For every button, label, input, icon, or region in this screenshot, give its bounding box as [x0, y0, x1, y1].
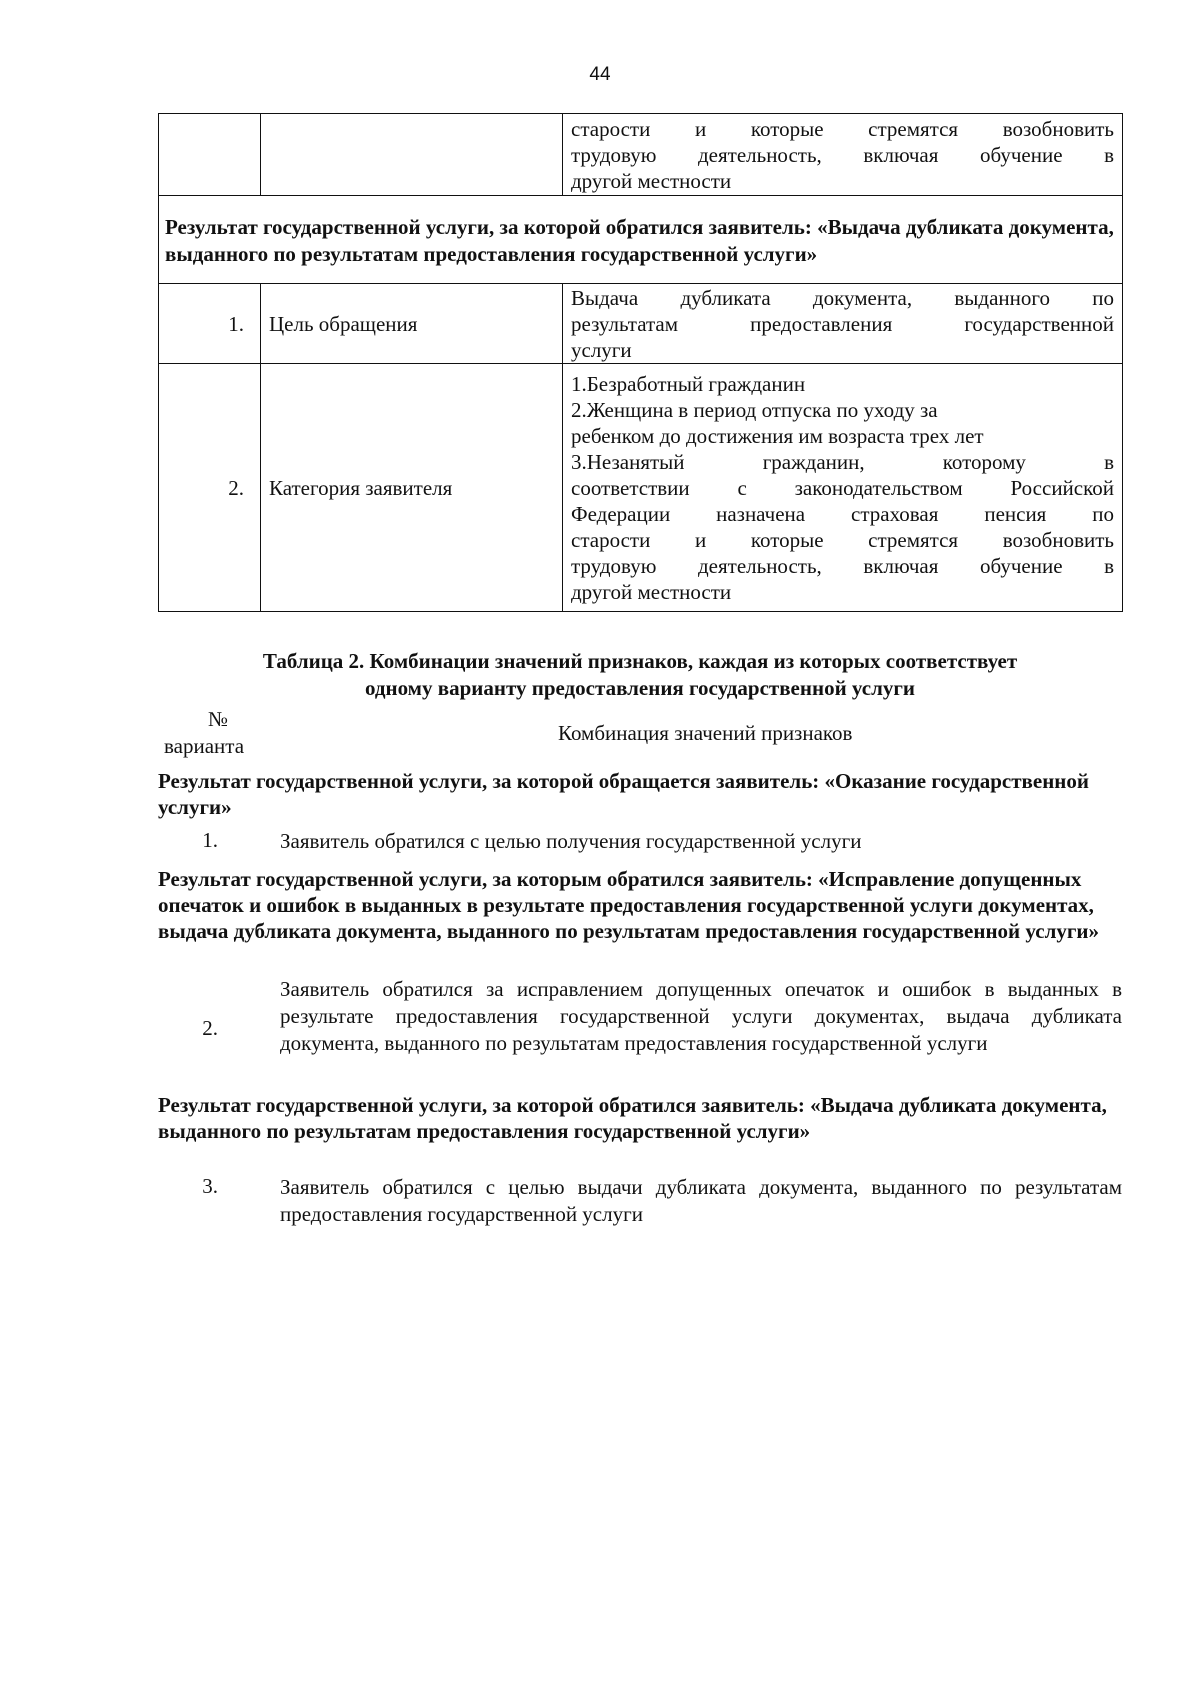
variant-number-header	[164, 706, 264, 760]
variant-number: 3.	[202, 1174, 218, 1198]
category-item: ребенком до достижения им возраста трех лет	[571, 423, 984, 448]
category-item: 1.Безработный гражданин	[571, 371, 806, 396]
table-row	[159, 284, 1123, 364]
category-continuation	[563, 114, 1123, 196]
variant-number: 1.	[202, 828, 218, 852]
variant-row	[158, 828, 1122, 856]
section-title: Результат государственной услуги, за которой обратился заявитель: «Выдача дубликата документа, выданного по результатам предоставления государственной услуги»	[158, 1093, 1107, 1143]
text-line: результатам предоставления государственной	[571, 311, 1114, 336]
variant-label: варианта	[164, 734, 245, 758]
table-row-continuation	[159, 114, 1123, 196]
text-line: трудовую деятельность, включая обучение в	[571, 553, 1114, 578]
row-number: 1.	[159, 284, 261, 364]
row-value	[563, 364, 1123, 612]
variant-number: 2.	[202, 1016, 218, 1040]
variant-text: Заявитель обратился за исправлением допущенных опечаток и ошибок в выданных в результате предоставления государственной услуги документах, выдача дубликата документа, выданного по результатам предоставления государственной услуги	[280, 977, 1122, 1055]
table-row-result-header	[159, 196, 1123, 284]
table-row	[159, 364, 1123, 612]
category-item: 2.Женщина в период отпуска по уходу за	[571, 397, 938, 422]
variant-row	[158, 1174, 1122, 1230]
table2-header	[158, 706, 1122, 760]
text-line: трудовую деятельность, включая обучение в	[571, 142, 1114, 167]
page-number: 44	[589, 64, 611, 85]
table2-title-line: Таблица 2. Комбинации значений признаков, каждая из которых соответствует	[262, 649, 1018, 673]
text-line: другой местности	[571, 579, 732, 604]
number-symbol: №	[208, 707, 229, 731]
table2-title-line: одному варианту предоставления государственной услуги	[364, 676, 916, 700]
row-number: 2.	[159, 364, 261, 612]
variant-text: Заявитель обратился с целью получения государственной услуги	[280, 829, 862, 853]
section-title: Результат государственной услуги, за которым обратился заявитель: «Исправление допущенных опечаток и ошибок в выданных в результате предоставления государственной услуги документах, выдача дубликата документа, выданного по результатам предоставления государственной услуги»	[158, 867, 1100, 943]
result-header: Результат государственной услуги, за которой обратился заявитель: «Выдача дубликата документа, выданного по результатам предоставления государственной услуги»	[159, 196, 1123, 284]
variant-text: Заявитель обратился с целью выдачи дубликата документа, выданного по результатам предоставления государственной услуги	[280, 1175, 1122, 1226]
text-line: соответствии с законодательством Российской	[571, 475, 1114, 500]
table-cell-empty	[261, 114, 563, 196]
row-label: Цель обращения	[261, 284, 563, 364]
text-line: услуги	[571, 337, 632, 362]
table2-title	[158, 648, 1122, 702]
text-line: старости и которые стремятся возобновить	[571, 116, 1114, 141]
text-line: старости и которые стремятся возобновить	[571, 527, 1114, 552]
row-label: Категория заявителя	[261, 364, 563, 612]
text-line: Выдача дубликата документа, выданного по	[571, 285, 1114, 310]
section-title: Результат государственной услуги, за которой обращается заявитель: «Оказание государственной услуги»	[158, 769, 1090, 819]
row-value	[563, 284, 1123, 364]
combination-header: Комбинация значений признаков	[558, 721, 853, 745]
text-line: другой местности	[571, 168, 732, 193]
text-line: 3.Незанятый гражданин, которому в	[571, 449, 1114, 474]
text-line: Федерации назначена страховая пенсия по	[571, 501, 1114, 526]
table-cell-empty	[159, 114, 261, 196]
criteria-table	[158, 113, 1123, 612]
variant-row	[158, 976, 1122, 1086]
